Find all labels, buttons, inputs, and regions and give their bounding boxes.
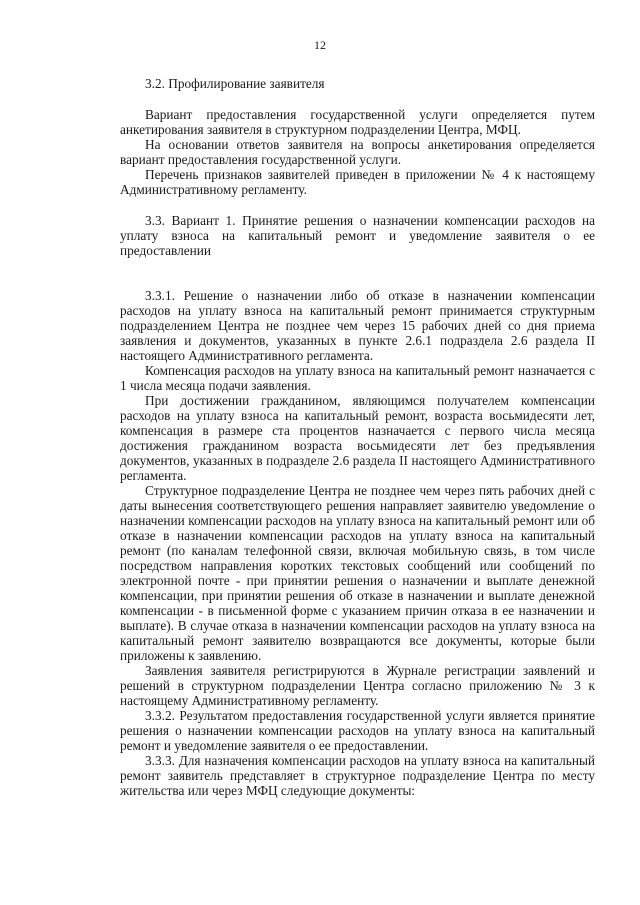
paragraph: Заявления заявителя регистрируются в Журнале регистрации заявлений и решений в структурном подразделении Центра согласно приложению № 3 к настоящему Административному регламенту.: [120, 663, 595, 708]
page-number: 12: [314, 38, 326, 52]
paragraph: 3.3.2. Результатом предоставления государственной услуги является принятие решения о назначении компенсации расходов на уплату взноса на капитальный ремонт и уведомление заявителя о ее предоставлении.: [120, 708, 595, 753]
section-heading-3-3: 3.3. Вариант 1. Принятие решения о назначении компенсации расходов на уплату взноса на капитальный ремонт и уведомление заявителя о ее предоставлении: [120, 213, 595, 258]
paragraph: Перечень признаков заявителей приведен в приложении № 4 к настоящему Административному регламенту.: [120, 167, 595, 197]
paragraph: Структурное подразделение Центра не позднее чем через пять рабочих дней с даты вынесения соответствующего решения направляет заявителю уведомление о назначении компенсации расходов на уплату взноса на капитальный ремонт или об отказе в назначении компенсации расходов на уплату взноса на капитальный ремонт (по каналам телефонной связи, включая мобильную связь, в том числе посредством направления коротких текстовых сообщений или сообщений по электронной почте - при принятии решения о назначении и выплате денежной компенсации, при принятии решения об отказе в назначении и выплате денежной компенсации - в письменной форме с указанием причин отказа в ее назначении и выплате). В случае отказа в назначении компенсации расходов на уплату взноса на капитальный ремонт заявителю возвращаются все документы, которые были приложены к заявлению.: [120, 483, 595, 663]
paragraph: При достижении гражданином, являющимся получателем компенсации расходов на уплату взноса на капитальный ремонт, возраста восьмидесяти лет, компенсация в размере ста процентов назначается с первого числа месяца достижения гражданином возраста восьмидесяти лет без предъявления документов, указанных в подразделе 2.6 раздела II настоящего Административного регламента.: [120, 393, 595, 483]
paragraph: 3.3.3. Для назначения компенсации расходов на уплату взноса на капитальный ремонт заявитель представляет в структурное подразделение Центра по месту жительства или через МФЦ следующие документы:: [120, 753, 595, 798]
document-body: [120, 76, 595, 798]
paragraph: 3.3.1. Решение о назначении либо об отказе в назначении компенсации расходов на уплату взноса на капитальный ремонт принимается структурным подразделением Центра не позднее чем через 15 рабочих дней со дня приема заявления и документов, указанных в пункте 2.6.1 подраздела 2.6 раздела II настоящего Административного регламента.: [120, 288, 595, 363]
paragraph: Компенсация расходов на уплату взноса на капитальный ремонт назначается с 1 числа месяца подачи заявления.: [120, 363, 595, 393]
paragraph: Вариант предоставления государственной услуги определяется путем анкетирования заявителя в структурном подразделении Центра, МФЦ.: [120, 107, 595, 137]
section-heading-3-2: 3.2. Профилирование заявителя: [145, 76, 325, 91]
paragraph: На основании ответов заявителя на вопросы анкетирования определяется вариант предоставления государственной услуги.: [120, 137, 595, 167]
